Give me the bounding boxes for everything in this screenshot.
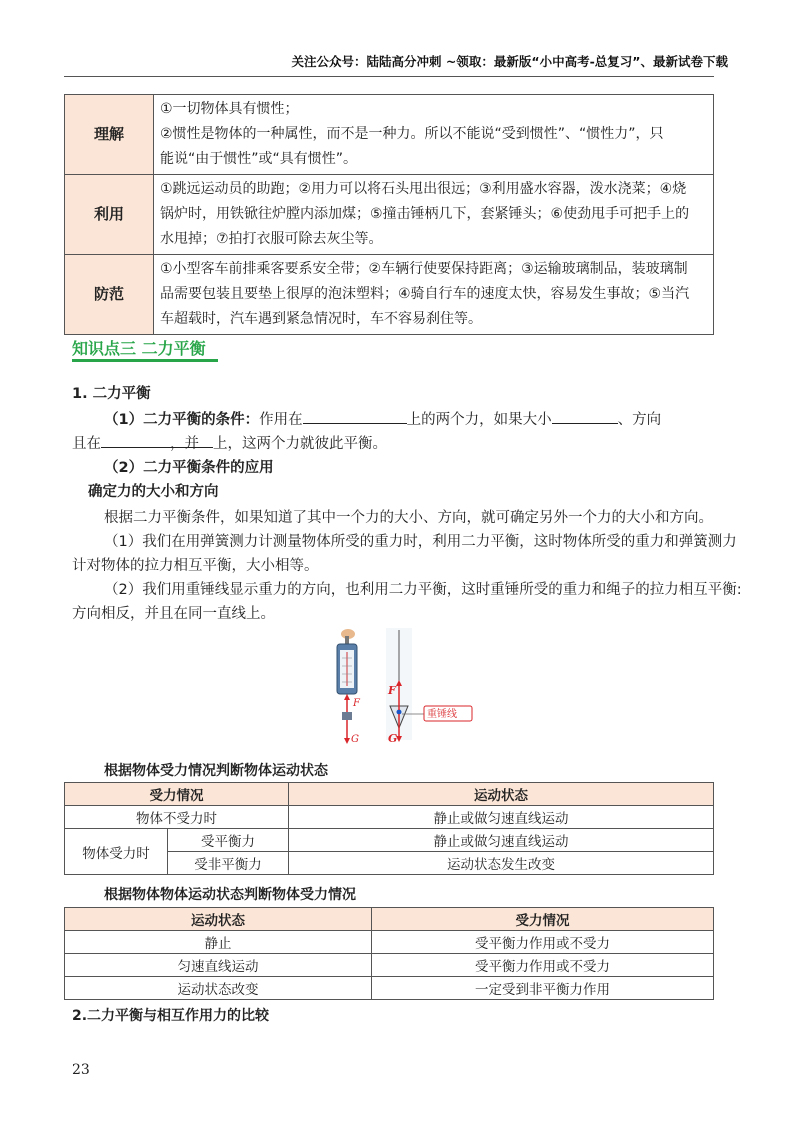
row-content [154,255,714,335]
motion-to-force-table [64,907,714,1000]
page-number: 23 [72,1062,90,1078]
sub-heading: 确定力的大小和方向 [88,484,219,500]
table-cell: 一定受到非平衡力作用 [372,977,714,1000]
application-heading: （2）二力平衡条件的应用 [104,460,274,476]
table-caption: 根据物体物体运动状态判断物体受力情况 [104,887,356,903]
table-header-row [65,908,714,931]
row-label: 防范 [65,255,154,335]
condition-line-2 [72,432,387,456]
content-line: 锅炉时，用铁锨往炉膛内添加煤；⑤撞击锤柄几下，套紧锤头；⑥使劲甩手可把手上的 [160,206,690,222]
table-cell: 运动状态改变 [65,977,372,1000]
table-row [65,255,714,335]
plumb-line-illustration [386,628,472,742]
table-cell: 受平衡力 [168,829,289,852]
table-caption: 根据物体受力情况判断物体运动状态 [104,763,328,779]
header-rule [64,76,714,77]
content-line: ①小型客车前排乘客要系安全带；②车辆行使要保持距离；③运输玻璃制品，装玻璃制 [160,261,688,277]
paragraph: （1）我们在用弹簧测力计测量物体所受的重力时，利用二力平衡，这时物体所受的重力和弹簧测力 [104,534,737,550]
table-cell: 物体不受力时 [65,806,289,829]
row-label: 利用 [65,175,154,255]
plumb-label: 重锤线 [427,709,457,720]
content-line: 水甩掉；⑦拍打衣服可除去灰尘等。 [160,231,383,247]
text: 且在 [72,436,101,452]
plumb-force-f: F [388,684,396,697]
column-header: 运动状态 [289,783,714,806]
table-row [65,95,714,175]
column-header: 运动状态 [65,908,372,931]
paragraph: 计对物体的拉力相互平衡，大小相等。 [72,558,319,574]
force-label-f: F [353,698,360,709]
force-label-g: G [351,734,359,745]
table-row [65,175,714,255]
column-header: 受力情况 [372,908,714,931]
content-line: ①跳远运动员的助跑；②用力可以将石头甩出很远；③利用盛水容器，泼水浇菜；④烧 [160,181,687,197]
table-row [65,954,714,977]
heading-balance: 1. 二力平衡 [72,386,151,402]
table-cell: 受非平衡力 [168,852,289,875]
text: 上，这两个力就彼此平衡。 [213,436,387,452]
paragraph: 方向相反，并且在同一直线上。 [72,606,275,622]
content-line: 能说“由于惯性”或“具有惯性”。 [160,151,358,167]
content-line: ②惯性是物体的一种属性，而不是一种力。所以不能说“受到惯性”、“惯性力”，只 [160,126,664,142]
table-cell: 静止或做匀速直线运动 [289,806,714,829]
table-cell: 运动状态发生改变 [289,852,714,875]
table-cell: 静止 [65,931,372,954]
plumb-force-g: G [388,732,398,745]
table-cell: 匀速直线运动 [65,954,372,977]
heading-comparison: 2.二力平衡与相互作用力的比较 [72,1008,270,1024]
text: 作用在 [259,412,303,428]
section-title: 知识点三 二力平衡 [72,339,206,358]
paragraph: 根据二力平衡条件，如果知道了其中一个力的大小、方向，就可确定另外一个力的大小和方向。 [104,510,713,526]
table-cell: 物体受力时 [65,829,168,875]
content-line: ①一切物体具有惯性； [160,101,299,117]
fill-blank[interactable] [303,408,407,424]
table-row [65,829,714,852]
text: 、方向 [617,412,662,428]
table-row [65,931,714,954]
table-cell: 受平衡力作用或不受力 [372,954,714,977]
table-cell: 静止或做匀速直线运动 [289,829,714,852]
table-row [65,977,714,1000]
fill-blank[interactable] [552,408,618,424]
table-header-row [65,783,714,806]
inertia-table [64,94,714,335]
row-content [154,175,714,255]
row-content [154,95,714,175]
text: ，并 [170,436,199,452]
force-to-motion-table [64,782,714,875]
table-cell: 受平衡力作用或不受力 [372,931,714,954]
text: 上的两个力，如果大小 [406,412,552,428]
content-line: 品需要包装且要垫上很厚的泡沫塑料；④骑自行车的速度太快，容易发生事故；⑤当汽 [160,286,690,302]
paragraph: （2）我们用重锤线显示重力的方向，也利用二力平衡，这时重锤所受的重力和绳子的拉力相互平衡: [104,582,742,598]
content-line: 车超载时，汽车遇到紧急情况时，车不容易刹住等。 [160,311,482,327]
row-label: 理解 [65,95,154,175]
spring-scale-illustration [337,629,357,744]
column-header: 受力情况 [65,783,289,806]
table-row [65,806,714,829]
fill-blank[interactable] [101,432,213,448]
condition-label: （1）二力平衡的条件： [104,412,260,428]
force-balance-figure [330,628,480,746]
section-title-underline [72,359,218,362]
page-header: 关注公众号：陆陆高分冲刺 ~领取：最新版“小中高考-总复习”、最新试卷下载 [291,54,728,69]
